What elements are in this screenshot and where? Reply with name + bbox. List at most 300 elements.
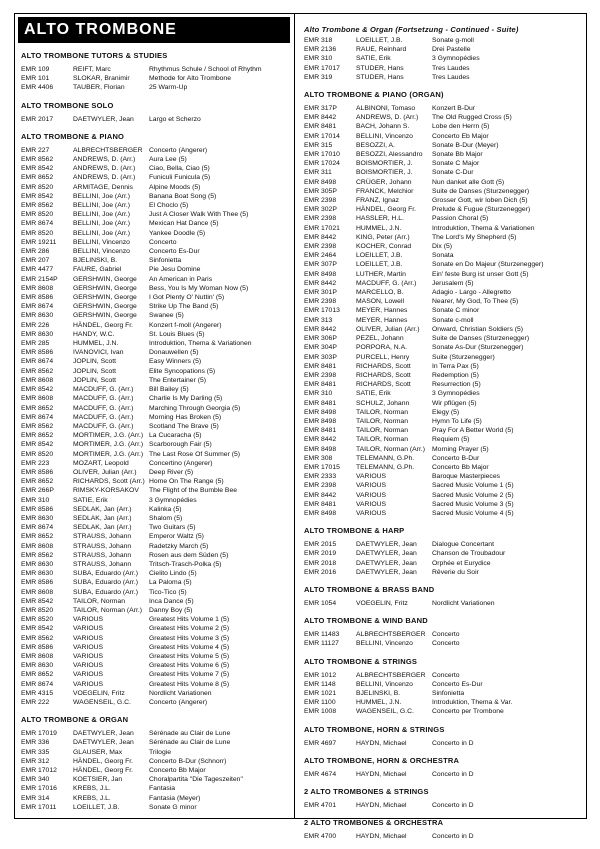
catalog-number: EMR 8630 (21, 662, 54, 670)
composer-name: MARCELLO, B. (356, 289, 404, 297)
piece-title: Sonata (432, 252, 454, 260)
composer-name: KING, Peter (Arr.) (356, 233, 410, 241)
piece-title: Greatest Hits Volume 2 (5) (149, 625, 230, 633)
composer-name: VOEGELIN, Fritz (356, 599, 408, 607)
piece-title: Ein' feste Burg ist unser Gott (5) (432, 270, 529, 278)
catalog-row (21, 748, 292, 757)
catalog-number: EMR 4697 (304, 739, 337, 747)
piece-title: Yankee Doodle (5) (149, 229, 206, 237)
composer-name: FAURE, Gabriel (73, 266, 122, 274)
catalog-number: EMR 2464 (304, 252, 337, 260)
composer-name: BOISMORTIER, J. (356, 169, 413, 177)
piece-title: Morning Prayer (5) (432, 445, 489, 453)
catalog-row (304, 801, 584, 810)
composer-name: MEYER, Hannes (356, 307, 408, 315)
catalog-row (304, 445, 584, 454)
piece-title: Greatest Hits Volume 3 (5) (149, 634, 230, 642)
catalog-row (304, 389, 584, 398)
catalog-number: EMR 8674 (21, 524, 54, 532)
catalog-section (295, 786, 586, 810)
composer-name: DAETWYLER, Jean (356, 541, 417, 549)
composer-name: FRANZ, Ignaz (356, 197, 400, 205)
composer-name: HÄNDEL, Georg Fr. (73, 767, 134, 775)
piece-title: Two Guitars (5) (149, 524, 196, 532)
catalog-number: EMR 17010 (304, 151, 340, 159)
catalog-row (304, 707, 584, 716)
piece-title: Chanson de Troubadour (432, 550, 506, 558)
catalog-row (21, 729, 292, 738)
catalog-number: EMR 8542 (21, 192, 54, 200)
piece-title: Suite (Sturzenegger) (432, 353, 495, 361)
catalog-section (295, 724, 586, 748)
piece-title: Strike Up The Band (5) (149, 303, 219, 311)
composer-name: LOEILLET, J.B. (73, 803, 120, 811)
catalog-number: EMR 8481 (304, 381, 337, 389)
section-heading: ALTO TROMBONE & HARP (304, 526, 405, 536)
catalog-row (21, 542, 292, 551)
catalog-number: EMR 315 (304, 141, 333, 149)
catalog-number: EMR 8520 (21, 183, 54, 191)
composer-name: MORTIMER, J.G. (Arr.) (73, 450, 144, 458)
catalog-section (295, 817, 586, 841)
catalog-number: EMR 2019 (304, 550, 337, 558)
catalog-number: EMR 8481 (304, 500, 337, 508)
composer-name: HUMMEL, J.N. (356, 224, 402, 232)
catalog-number: EMR 304P (304, 344, 337, 352)
catalog-row (21, 523, 292, 532)
piece-title: Donauwellen (5) (149, 349, 199, 357)
catalog-row (304, 334, 584, 343)
catalog-row (21, 643, 292, 652)
catalog-section (295, 615, 586, 648)
catalog-section (15, 50, 294, 93)
catalog-number: EMR 4406 (21, 84, 54, 92)
catalog-number: EMR 8562 (21, 156, 54, 164)
section-heading: ALTO TROMBONE & PIANO (21, 131, 125, 141)
composer-name: KOETSIER, Jan (73, 776, 123, 784)
piece-title: Wir pflügen (5) (432, 399, 477, 407)
catalog-row (21, 775, 292, 784)
composer-name: BELLINI, Vincenzo (73, 238, 130, 246)
piece-title: Charlie Is My Darling (5) (149, 395, 223, 403)
catalog-row (21, 146, 292, 155)
catalog-number: EMR 8630 (21, 514, 54, 522)
catalog-row (21, 357, 292, 366)
piece-title: The Last Rose Of Summer (5) (149, 450, 241, 458)
composer-name: LOEILLET, J.B. (356, 261, 403, 269)
piece-title: Radetzky March (5) (149, 542, 209, 550)
piece-title: Suite de Danses (Sturzenegger) (432, 187, 530, 195)
piece-title: Hymn To Life (5) (432, 417, 482, 425)
catalog-number: EMR 2398 (304, 371, 337, 379)
composer-name: MACDUFF, G. (Arr.) (356, 279, 417, 287)
section-heading: ALTO TROMBONE, HORN & ORCHESTRA (304, 755, 460, 765)
catalog-number: EMR 17016 (21, 785, 57, 793)
piece-title: Concerto (Angerer) (149, 146, 208, 154)
section-heading: ALTO TROMBONE, HORN & STRINGS (304, 724, 445, 734)
catalog-number: EMR 8608 (21, 588, 54, 596)
catalog-row (304, 132, 584, 141)
catalog-number: EMR 2398 (304, 215, 337, 223)
composer-name: SATIE, Erik (356, 390, 391, 398)
piece-title: Trilogie (149, 748, 172, 756)
piece-title: Easy Winners (5) (149, 358, 202, 366)
catalog-number: EMR 8498 (304, 509, 337, 517)
catalog-row (21, 385, 292, 394)
catalog-row (304, 680, 584, 689)
catalog-number: EMR 1021 (304, 689, 337, 697)
piece-title: 25 Warm-Up (149, 84, 188, 92)
piece-title: Lobe den Herrn (5) (432, 123, 490, 131)
piece-title: Introduktion, Thema & Var. (432, 699, 513, 707)
catalog-number: EMR 17024 (304, 160, 340, 168)
piece-title: Morning Has Broken (5) (149, 413, 222, 421)
catalog-row (304, 380, 584, 389)
catalog-number: EMR 8562 (21, 422, 54, 430)
catalog-row (21, 597, 292, 606)
composer-name: VARIOUS (73, 662, 104, 670)
catalog-number: EMR 8498 (304, 417, 337, 425)
composer-name: BELLINI, Joe (Arr.) (73, 220, 131, 228)
catalog-number: EMR 308 (304, 454, 333, 462)
catalog-number: EMR 8652 (21, 174, 54, 182)
composer-name: DAETWYLER, Jean (73, 739, 134, 747)
composer-name: PEZEL, Johann (356, 335, 404, 343)
catalog-row (21, 302, 292, 311)
catalog-number: EMR 1008 (304, 708, 337, 716)
catalog-row (21, 330, 292, 339)
piece-title: Concerto in D (432, 770, 474, 778)
catalog-row (304, 187, 584, 196)
catalog-number: EMR 2016 (304, 568, 337, 576)
catalog-row (304, 73, 584, 82)
piece-title: Jerusalem (5) (432, 279, 474, 287)
catalog-row (21, 652, 292, 661)
composer-name: VARIOUS (73, 671, 104, 679)
catalog-row (304, 481, 584, 490)
catalog-number: EMR 285 (21, 340, 50, 348)
piece-title: Introduktion, Thema & Variationen (432, 224, 535, 232)
piece-title: The Entertainer (5) (149, 376, 207, 384)
catalog-row (21, 115, 292, 124)
catalog-number: EMR 8542 (21, 386, 54, 394)
catalog-row (21, 560, 292, 569)
composer-name: HAYDN, Michael (356, 739, 407, 747)
piece-title: Kalinka (5) (149, 505, 182, 513)
catalog-number: EMR 2398 (304, 298, 337, 306)
piece-title: Sacred Music Volume 1 (5) (432, 482, 514, 490)
piece-title: Sonate C Major (432, 160, 480, 168)
piece-title: Concerto (432, 640, 460, 648)
catalog-row (304, 288, 584, 297)
catalog-number: EMR 8608 (21, 542, 54, 550)
catalog-row (21, 766, 292, 775)
piece-title: Concerto Es-Dur (149, 248, 200, 256)
catalog-number: EMR 8481 (304, 362, 337, 370)
piece-title: Concerto (Angerer) (149, 699, 208, 706)
catalog-number: EMR 310 (304, 390, 333, 398)
catalog-number: EMR 8542 (21, 441, 54, 449)
composer-name: TELEMANN, G.Ph. (356, 463, 415, 471)
catalog-row (21, 164, 292, 173)
composer-name: STUDER, Hans (356, 64, 404, 72)
composer-name: ANDREWS, D. (Arr.) (73, 174, 136, 182)
catalog-number: EMR 8674 (21, 413, 54, 421)
catalog-row (304, 770, 584, 779)
composer-name: FRANCK, Melchior (356, 187, 414, 195)
composer-name: HÄNDEL, Georg Fr. (356, 206, 417, 214)
composer-name: GERSHWIN, George (73, 303, 137, 311)
composer-name: BELLINI, Joe (Arr.) (73, 202, 131, 210)
composer-name: MACDUFF, G. (Arr.) (73, 404, 134, 412)
composer-name: BELLINI, Vincenzo (356, 132, 413, 140)
catalog-row (304, 362, 584, 371)
piece-title: La Paloma (5) (149, 579, 192, 587)
piece-title: Greatest Hits Volume 5 (5) (149, 652, 230, 660)
catalog-row (304, 64, 584, 73)
piece-title: Aura Lee (5) (149, 156, 187, 164)
piece-title: Tres Laudes (432, 73, 470, 81)
composer-name: BJELINSKI, B. (356, 689, 401, 697)
composer-name: JOPLIN, Scott (73, 376, 117, 384)
piece-title: Concerto in D (432, 833, 474, 841)
catalog-number: EMR 2018 (304, 559, 337, 567)
piece-title: Introduktion, Thema & Variationen (149, 340, 252, 348)
composer-name: MORTIMER, J.G. (Arr.) (73, 441, 144, 449)
catalog-number: EMR 17012 (21, 767, 57, 775)
piece-title: Concerto B-Dur (432, 454, 480, 462)
composer-name: RICHARDS, Scott (Arr.) (73, 478, 145, 486)
composer-name: SUBA, Eduardo (Arr.) (73, 588, 138, 596)
catalog-number: EMR 2154P (21, 275, 58, 283)
composer-name: BELLINI, Joe (Arr.) (73, 229, 131, 237)
composer-name: TAUBER, Florian (73, 84, 125, 92)
composer-name: TAILOR, Norman (356, 427, 408, 435)
catalog-number: EMR 2015 (304, 541, 337, 549)
catalog-row (304, 472, 584, 481)
catalog-number: EMR 17011 (21, 803, 57, 811)
catalog-number: EMR 8652 (21, 671, 54, 679)
catalog-row (21, 210, 292, 219)
piece-title: Sacred Music Volume 4 (5) (432, 509, 514, 517)
catalog-row (304, 426, 584, 435)
catalog-row (21, 321, 292, 330)
composer-name: TAILOR, Norman (73, 597, 125, 605)
piece-title: Sinfonietta (432, 689, 465, 697)
catalog-row (21, 155, 292, 164)
piece-title: The Old Rugged Cross (5) (432, 114, 512, 122)
catalog-row (21, 803, 292, 812)
composer-name: HUMMEL, J.N. (73, 340, 119, 348)
section-heading: ALTO TROMBONE & PIANO (ORGAN) (304, 90, 444, 100)
piece-title: Bess, You Is My Woman Now (5) (149, 284, 249, 292)
piece-title: Scarborough Fair (5) (149, 441, 212, 449)
catalog-number: EMR 8586 (21, 579, 54, 587)
catalog-row (304, 242, 584, 251)
piece-title: Sonate B-Dur (Meyer) (432, 141, 499, 149)
catalog-row (21, 394, 292, 403)
catalog-number: EMR 306P (304, 335, 337, 343)
catalog-row (21, 551, 292, 560)
piece-title: Dialogue Concertant (432, 541, 494, 549)
catalog-number: EMR 302P (304, 206, 337, 214)
composer-name: STRAUSS, Johann (73, 533, 132, 541)
section-heading: ALTO TROMBONE & ORGAN (21, 715, 129, 725)
catalog-row (304, 549, 584, 558)
catalog-number: EMR 8442 (304, 436, 337, 444)
right-column (295, 14, 586, 841)
catalog-number: EMR 11127 (304, 640, 339, 648)
piece-title: Concerto in D (432, 802, 474, 809)
composer-name: WAGENSEIL, G.C. (73, 699, 131, 706)
catalog-row (21, 404, 292, 413)
piece-title: Swanee (5) (149, 312, 184, 320)
catalog-row (21, 173, 292, 182)
composer-name: LOEILLET, J.B. (356, 252, 403, 260)
catalog-row (21, 201, 292, 210)
composer-name: DAETWYLER, Jean (73, 115, 134, 123)
page-title: ALTO TROMBONE (18, 17, 290, 43)
catalog-row (21, 588, 292, 597)
catalog-row (21, 569, 292, 578)
composer-name: TAILOR, Norman (Arr.) (73, 606, 142, 614)
catalog-number: EMR 1012 (304, 671, 337, 679)
piece-title: Fantasia (Meyer) (149, 794, 201, 802)
catalog-number: EMR 8608 (21, 376, 54, 384)
composer-name: STRAUSS, Johann (73, 551, 132, 559)
catalog-row (21, 738, 292, 747)
piece-title: Orphée et Eurydice (432, 559, 491, 567)
piece-title: Largo et Scherzo (149, 115, 201, 123)
catalog-row (21, 634, 292, 643)
catalog-number: EMR 8674 (21, 303, 54, 311)
catalog-row (21, 689, 292, 698)
piece-title: Grosser Gott, wir loben Dich (5) (432, 197, 528, 205)
composer-name: ANDREWS, D. (Arr.) (73, 156, 136, 164)
catalog-number: EMR 312 (21, 757, 50, 765)
composer-name: STRAUSS, Johann (73, 542, 132, 550)
piece-title: 3 Gymnopédies (149, 496, 197, 504)
catalog-row (304, 233, 584, 242)
piece-title: Onward, Christian Soldiers (5) (432, 325, 524, 333)
composer-name: MORTIMER, J.G. (Arr.) (73, 432, 144, 440)
catalog-number: EMR 2398 (304, 197, 337, 205)
composer-name: DAETWYLER, Jean (356, 559, 417, 567)
piece-title: In Terra Pax (5) (432, 362, 479, 370)
piece-title: 3 Gymnopédies (432, 390, 480, 398)
catalog-number: EMR 8562 (21, 202, 54, 210)
composer-name: TAILOR, Norman (356, 408, 408, 416)
composer-name: JOPLIN, Scott (73, 367, 117, 375)
composer-name: SATIE, Erik (73, 496, 108, 504)
composer-name: VARIOUS (356, 473, 387, 481)
piece-title: The Flight of the Bumble Bee (149, 487, 238, 495)
catalog-number: EMR 4701 (304, 802, 337, 809)
composer-name: OLIVER, Julian (Arr.) (73, 468, 137, 476)
catalog-row (21, 376, 292, 385)
catalog-number: EMR 8562 (21, 367, 54, 375)
piece-title: Sacred Music Volume 2 (5) (432, 491, 514, 499)
catalog-row (21, 624, 292, 633)
catalog-number: EMR 19211 (21, 238, 57, 246)
catalog-number: EMR 310 (21, 496, 50, 504)
catalog-row (21, 794, 292, 803)
piece-title: Greatest Hits Volume 7 (5) (149, 671, 230, 679)
catalog-row (21, 247, 292, 256)
catalog-number: EMR 2398 (304, 482, 337, 490)
catalog-row (304, 559, 584, 568)
composer-name: STUDER, Hans (356, 73, 404, 81)
catalog-row (21, 413, 292, 422)
catalog-row (304, 540, 584, 549)
catalog-row (21, 514, 292, 523)
catalog-row (304, 500, 584, 509)
piece-title: Just A Closer Walk With Thee (5) (149, 211, 249, 219)
catalog-row (21, 505, 292, 514)
catalog-number: EMR 8674 (21, 680, 54, 688)
composer-name: MACDUFF, G. (Arr.) (73, 422, 134, 430)
composer-name: IVANOVICI, Ivan (73, 349, 124, 357)
catalog-row (21, 284, 292, 293)
catalog-row (304, 325, 584, 334)
piece-title: Cielito Lindo (5) (149, 570, 197, 578)
catalog-number: EMR 8442 (304, 279, 337, 287)
catalog-row (21, 440, 292, 449)
composer-name: HAYDN, Michael (356, 833, 407, 841)
piece-title: Sonate G minor (149, 803, 197, 811)
composer-name: HAYDN, Michael (356, 802, 407, 809)
piece-title: 3 Gymnopédies (432, 55, 480, 63)
catalog-number: EMR 8674 (21, 358, 54, 366)
piece-title: Greatest Hits Volume 4 (5) (149, 643, 230, 651)
catalog-number: EMR 8520 (21, 606, 54, 614)
catalog-number: EMR 303P (304, 353, 337, 361)
composer-name: HANDY, W.C. (73, 330, 115, 338)
composer-name: MACDUFF, G. (Arr.) (73, 395, 134, 403)
catalog-number: EMR 8442 (304, 114, 337, 122)
catalog-row (304, 224, 584, 233)
piece-title: Concerto Bb Major (149, 767, 206, 775)
catalog-number: EMR 8562 (21, 551, 54, 559)
piece-title: Greatest Hits Volume 8 (5) (149, 680, 230, 688)
composer-name: REIFT, Marc (73, 66, 111, 73)
catalog-number: EMR 226 (21, 321, 50, 329)
section-heading: ALTO TROMBONE & BRASS BAND (304, 584, 435, 594)
catalog-number: EMR 17021 (304, 224, 340, 232)
catalog-row (304, 435, 584, 444)
piece-title: Baroque Masterpieces (432, 473, 501, 481)
catalog-number: EMR 4674 (304, 770, 337, 778)
catalog-row (304, 122, 584, 131)
piece-title: Prelude & Fugue (Sturzenegger) (432, 206, 531, 214)
catalog-number: EMR 223 (21, 459, 50, 467)
section-heading: ALTO TROMBONE & STRINGS (304, 656, 418, 666)
composer-name: BESOZZI, A. (356, 141, 395, 149)
catalog-number: EMR 8630 (21, 560, 54, 568)
catalog-number: EMR 301P (304, 289, 337, 297)
catalog-number: EMR 101 (21, 75, 50, 83)
piece-title: Sonate As-Dur (Sturzenegger) (432, 344, 524, 352)
piece-title: Concerto B-Dur (Schnorr) (149, 757, 227, 765)
composer-name: TAILOR, Norman (Arr.) (356, 445, 425, 453)
catalog-number: EMR 4477 (21, 266, 54, 274)
catalog-number: EMR 8652 (21, 478, 54, 486)
piece-title: Methode for Alto Trombone (149, 75, 231, 83)
composer-name: DAETWYLER, Jean (356, 550, 417, 558)
catalog-number: EMR 8442 (304, 233, 337, 241)
composer-name: RICHARDS, Scott (356, 362, 411, 370)
piece-title: The Lord's My Shepherd (5) (432, 233, 517, 241)
